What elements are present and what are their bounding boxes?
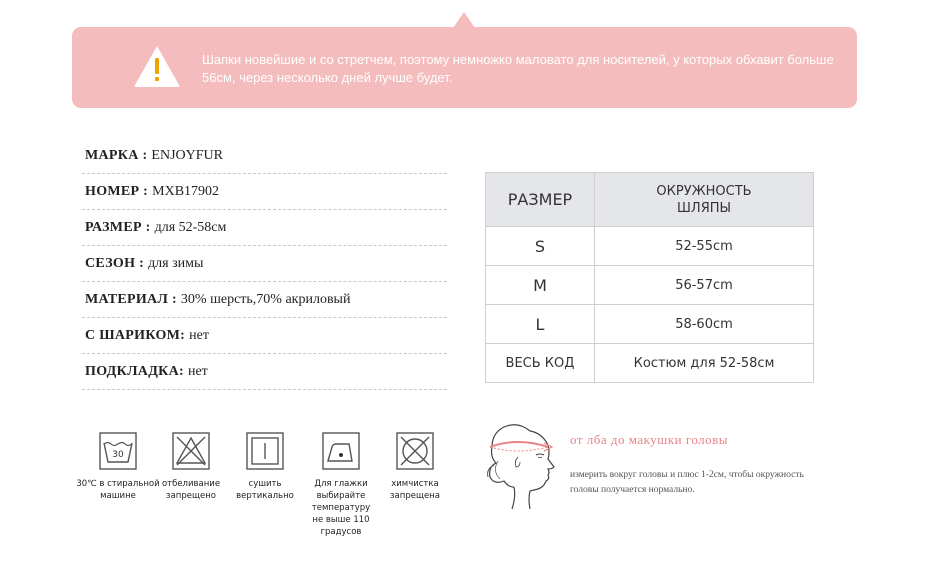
measure-desc-line: головы получается нормально. xyxy=(570,485,695,495)
spec-value: нет xyxy=(189,327,209,343)
no-dry-clean-icon xyxy=(396,432,434,470)
no-bleach-icon xyxy=(172,432,210,470)
care-label-line: температуру xyxy=(311,503,371,513)
size-table xyxy=(485,172,814,383)
header-circ-line2: ШЛЯПЫ xyxy=(677,200,731,216)
spec-value: 30% шерсть,70% акриловый xyxy=(180,291,351,307)
spec-row-lining xyxy=(82,354,447,390)
spec-row-size xyxy=(82,210,447,246)
measure-desc-line: измерить вокруг головы и плюс 1-2см, чтобы окружность xyxy=(570,470,804,480)
dry-flat-icon xyxy=(246,432,284,470)
spec-row-material xyxy=(82,282,447,318)
header-size: РАЗМЕР xyxy=(486,173,595,227)
spec-value: ENJOYFUR xyxy=(151,147,223,163)
notice-text: Шапки новейшие и со стретчем, поэтому немножко маловато для носителей, у которых обхавит больше 56см, через несколько дней лучше будет. xyxy=(202,52,834,85)
care-label-line: 30℃ в стиральной xyxy=(76,479,160,489)
care-dry-clean xyxy=(370,432,460,502)
head-measure-illustration xyxy=(478,417,564,511)
header-circ-line1: ОКРУЖНОСТЬ xyxy=(656,183,752,199)
size-cell: M xyxy=(486,266,595,305)
circ-cell: 52-55cm xyxy=(595,227,814,266)
size-cell: S xyxy=(486,227,595,266)
spec-key: СЕЗОН : xyxy=(85,255,145,271)
spec-row-number xyxy=(82,174,447,210)
table-row xyxy=(486,305,814,344)
circ-cell: 56-57cm xyxy=(595,266,814,305)
spec-value: для 52-58см xyxy=(154,219,227,235)
care-label-line: запрещено xyxy=(166,491,216,501)
spec-key: НОМЕР : xyxy=(85,183,149,199)
care-label-line: Для глажки xyxy=(314,479,368,489)
circ-cell: Костюм для 52-58см xyxy=(595,344,814,383)
wash-temp: 30 xyxy=(112,450,124,460)
header-circumference xyxy=(595,173,814,227)
table-row xyxy=(486,227,814,266)
care-label-line: не выше 110 градусов xyxy=(312,515,370,537)
size-cell: L xyxy=(486,305,595,344)
care-label-line: химчистка xyxy=(391,479,439,489)
spec-key: МАРКА : xyxy=(85,147,148,163)
spec-value: для зимы xyxy=(148,255,204,271)
care-label xyxy=(370,478,460,502)
spec-key: С ШАРИКОМ: xyxy=(85,327,186,343)
warning-icon xyxy=(132,43,182,89)
iron-low-icon xyxy=(322,432,360,470)
spec-key: РАЗМЕР : xyxy=(85,219,151,235)
size-cell: ВЕСЬ КОД xyxy=(486,344,595,383)
notice-pointer xyxy=(453,12,475,28)
care-label-line: выбирайте xyxy=(316,491,366,501)
circ-cell: 58-60cm xyxy=(595,305,814,344)
care-label-line: машине xyxy=(100,491,136,501)
notice-banner xyxy=(72,27,857,108)
size-table-header xyxy=(486,173,814,227)
spec-value: MXB17902 xyxy=(152,183,220,199)
care-label-line: сушить xyxy=(248,479,282,489)
measure-title: от лба до макушки головы xyxy=(570,432,729,447)
spec-value: нет xyxy=(187,363,208,379)
spec-row-brand xyxy=(82,138,447,174)
care-label-line: запрещена xyxy=(390,491,440,501)
spec-row-season xyxy=(82,246,447,282)
spec-key: МАТЕРИАЛ : xyxy=(85,291,177,307)
table-row xyxy=(486,266,814,305)
spec-key: ПОДКЛАДКА: xyxy=(85,363,184,379)
spec-row-pompom xyxy=(82,318,447,354)
measure-description xyxy=(570,468,840,498)
care-label-line: отбеливание xyxy=(161,479,221,489)
wash-30-icon xyxy=(99,432,137,470)
care-label-line: вертикально xyxy=(236,491,294,501)
table-row xyxy=(486,344,814,383)
spec-list xyxy=(82,138,447,390)
